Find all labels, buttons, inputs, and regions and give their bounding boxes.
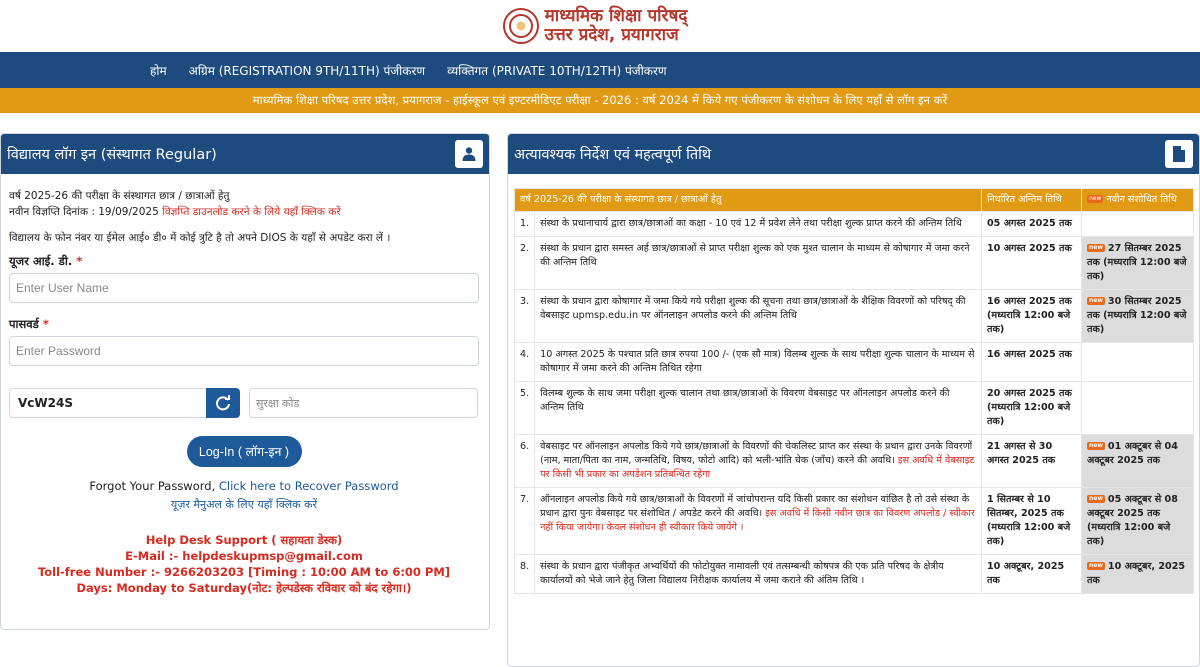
captcha-row <box>9 388 479 418</box>
refresh-captcha-button[interactable] <box>206 388 240 418</box>
help-desk <box>9 532 479 596</box>
dates-panel-title: अत्यावश्यक निर्देश एवं महत्वपूर्ण तिथि <box>514 147 712 163</box>
captcha-input[interactable]: सुरक्षा कोड <box>249 388 478 418</box>
new-badge-icon: new <box>1089 442 1103 449</box>
nav-home[interactable]: होम <box>150 63 167 78</box>
help-desk-days: Days: Monday to Saturday(नोट: हेल्पडेस्क रविवार को बंद रहेगा।) <box>76 581 412 595</box>
row-revised-date: new 05 अक्टूबर से 08 अक्टूबर 2025 तक (मध्यरात्रि 12:00 बजे तक) <box>1082 488 1194 555</box>
row-deadline: 21 अगस्त से 30 अगस्त 2025 तक <box>982 435 1082 488</box>
row-number: 8. <box>515 555 535 594</box>
notice-banner[interactable] <box>0 88 1200 113</box>
row-revised-date <box>1082 343 1194 382</box>
important-dates-table <box>514 188 1194 594</box>
new-badge-icon: new <box>1089 244 1103 251</box>
new-badge-icon: new <box>1089 562 1103 569</box>
main-nav <box>0 52 1200 88</box>
row-revised-date <box>1082 212 1194 237</box>
table-row <box>515 555 1194 594</box>
row-deadline: 1 सितम्बर से 10 सितम्बर, 2025 तक (मध्यरात्रि 12:00 बजे तक) <box>982 488 1082 555</box>
row-number: 2. <box>515 237 535 290</box>
row-number: 6. <box>515 435 535 488</box>
row-revised-date: new 01 अक्टूबर से 04 अक्टूबर 2025 तक <box>1082 435 1194 488</box>
row-number: 7. <box>515 488 535 555</box>
user-id-input[interactable]: Enter User Name <box>9 273 479 303</box>
row-deadline: 10 अक्टूबर, 2025 तक <box>982 555 1082 594</box>
help-desk-email: E-Mail :- helpdeskupmsp@gmail.com <box>125 549 363 563</box>
dates-panel-header <box>508 134 1199 174</box>
row-revised-date <box>1082 382 1194 435</box>
col-revised-header: new नवीन संशोधित तिथि <box>1082 189 1194 212</box>
dios-note: विद्यालय के फोन नंबर या ईमेल आई० डी० में कोई त्रुटि है तो अपने DIOS के यहाँ से अपडेट करा लें । <box>9 232 391 244</box>
row-revised-date: new 10 अक्टूबर, 2025 तक <box>1082 555 1194 594</box>
row-description: ऑनलाइन अपलोड किये गये छात्र/छात्राओं के विवरणों में जांचोपरान्त यदि किसी प्रकार का संशोधन वांछित है तो उसे संस्था के प्रधान द्वारा पुनः वेबसाइट पर संशोधित / अपडेट करने की अवधि। इस अवधि में किसी नवीन छात्र का विवरण अपलोड / स्वीकार नहीं किया जायेगा। केवल संशोधन ही स्वीकार किये जायेंगे । <box>535 488 982 555</box>
table-header-row <box>515 189 1194 212</box>
row-description: संस्था के प्रधानाचार्य द्वारा छात्र/छात्राओं का कक्षा - 10 एवं 12 में प्रवेश लेने तथा परीक्षा शुल्क प्राप्त करने की अन्तिम तिथि <box>535 212 982 237</box>
table-row <box>515 435 1194 488</box>
captcha-code: VcW24S <box>9 388 206 418</box>
table-row <box>515 237 1194 290</box>
row-warning-text: इस अवधि में वेबसाइट पर किसी भी प्रकार का अपडेशन प्रतिबन्धित रहेगा <box>540 455 975 480</box>
table-row <box>515 212 1194 237</box>
row-revised-date: new 27 सितम्बर 2025 तक (मध्यरात्रि 12:00 बजे तक) <box>1082 237 1194 290</box>
login-panel <box>0 133 490 630</box>
login-button[interactable]: Log-In ( लॉग-इन ) <box>187 436 302 467</box>
user-icon <box>455 140 483 168</box>
notice-text[interactable]: माध्यमिक शिक्षा परिषद उत्तर प्रदेश, प्रयागराज - हाईस्कूल एवं इण्टरमीडिएट परीक्षा - 2026 : वर्ष 2024 में किये गए पंजीकरण के संशोधन के लिए यहाँ से लॉग इन करें <box>252 93 948 107</box>
new-badge-icon: new <box>1089 495 1103 502</box>
site-header <box>0 0 1200 52</box>
row-description: संस्था के प्रधान द्वारा कोषागार में जमा किये गये परीक्षा शुल्क की सूचना तथा छात्र/छात्राओं के शैक्षिक विवरणों को परिषद् की वेबसाइट upmsp.edu.in पर ऑनलाइन अपलोड करने की अन्तिम तिथि <box>535 290 982 343</box>
user-id-label: यूजर आई. डी. * <box>9 254 83 268</box>
row-description: वेबसाइट पर ऑनलाइन अपलोड किये गये छात्र/छात्राओं के विवरणों की चेकलिस्ट प्राप्त कर संस्था के प्रधान द्वारा उनके विवरणों (नाम, माता/पिता का नाम, जन्मतिथि, विषय, फोटो आदि) को भली-भांति चेक (जाँच) करने की अवधि। इस अवधि में वेबसाइट पर किसी भी प्रकार का अपडेशन प्रतिबन्धित रहेगा <box>535 435 982 488</box>
row-warning-text: इस अवधि में किसी नवीन छात्र का विवरण अपलोड / स्वीकार नहीं किया जायेगा। केवल संशोधन ही स्वीकार किये जायेंगे । <box>540 508 975 533</box>
forgot-password: Forgot Your Password, Click here to Recover Password <box>89 479 399 493</box>
row-description: 10 अगस्त 2025 के पश्चात प्रति छात्र रुपया 100 /- (एक सौ मात्र) विलम्ब शुल्क के साथ परीक्षा शुल्क चालान के माध्यम से कोषागार में जमा करने की अन्तिम तिथित रहेगा <box>535 343 982 382</box>
brand-title: माध्यमिक शिक्षा परिषद् <box>544 6 688 26</box>
user-manual-link[interactable]: यूज़र मैनुअल के लिए यहाँ क्लिक करें <box>170 498 318 511</box>
recover-password-link[interactable]: Click here to Recover Password <box>218 479 399 493</box>
password-input[interactable]: Enter Password <box>9 336 479 366</box>
row-description: विलम्ब शुल्क के साथ जमा परीक्षा शुल्क चालान तथा छात्र/छात्राओं के विवरण वेबसाइट पर ऑनलाइन अपलोड करने की अन्तिम तिथि <box>535 382 982 435</box>
table-row <box>515 488 1194 555</box>
row-number: 3. <box>515 290 535 343</box>
row-deadline: 10 अगस्त 2025 तक <box>982 237 1082 290</box>
important-dates-panel <box>507 133 1200 667</box>
row-deadline: 16 अगस्त 2025 तक <box>982 343 1082 382</box>
row-revised-date: new 30 सितम्बर 2025 तक (मध्यरात्रि 12:00 बजे तक) <box>1082 290 1194 343</box>
notification-download-link[interactable]: विज्ञप्ति डाउनलोड करने के लिये यहाँ क्लिक करें <box>162 206 341 218</box>
nav-private-registration[interactable]: व्यक्तिगत (PRIVATE 10TH/12TH) पंजीकरण <box>447 63 667 78</box>
row-deadline: 16 अगस्त 2025 तक (मध्यरात्रि 12:00 बजे तक) <box>982 290 1082 343</box>
new-badge-icon: new <box>1089 297 1103 304</box>
table-row <box>515 382 1194 435</box>
login-intro: वर्ष 2025-26 की परीक्षा के संस्थागत छात्र / छात्राओं हेतु <box>9 190 230 202</box>
table-row <box>515 343 1194 382</box>
row-deadline: 05 अगस्त 2025 तक <box>982 212 1082 237</box>
nav-registration[interactable]: अग्रिम (REGISTRATION 9TH/11TH) पंजीकरण <box>188 63 426 78</box>
document-icon <box>1165 140 1193 168</box>
col-description-header: वर्ष 2025-26 की परीक्षा के संस्थागत छात्र / छात्राओं हेतु <box>515 189 982 212</box>
site-logo[interactable] <box>503 7 688 45</box>
row-number: 4. <box>515 343 535 382</box>
login-panel-header <box>1 134 489 174</box>
brand-subtitle: उत्तर प्रदेश, प्रयागराज <box>544 25 679 45</box>
row-description: संस्था के प्रधान द्वारा समस्त अर्ह छात्र/छात्राओं से प्राप्त परीक्षा शुल्क को एक मुश्त चालान के माध्यम से कोषागार में जमा करने की अन्तिम तिथि <box>535 237 982 290</box>
row-number: 5. <box>515 382 535 435</box>
row-description: संस्था के प्रधान द्वारा पंजीकृत अभ्यर्थियों की फोटोयुक्त नामावली एवं तत्सम्बन्धी कोषपत्र की एक प्रति परिषद के क्षेत्रीय कार्यालयों को भेजे जाने हेतु जिला विद्यालय निरीक्षक कार्यालय में जमा कराने की अंतिम तिथि । <box>535 555 982 594</box>
col-deadline-header: निर्धारित अन्तिम तिथि <box>982 189 1082 212</box>
notification-date: नवीन विज्ञप्ति दिनांक : 19/09/2025 <box>9 206 159 218</box>
row-number: 1. <box>515 212 535 237</box>
up-emblem-icon <box>503 8 539 44</box>
table-row <box>515 290 1194 343</box>
row-deadline: 20 अगस्त 2025 तक (मध्यरात्रि 12:00 बजे तक) <box>982 382 1082 435</box>
refresh-icon <box>214 394 232 412</box>
login-panel-title: विद्यालय लॉग इन (संस्थागत Regular) <box>7 147 217 163</box>
new-badge-icon: new <box>1089 195 1102 202</box>
password-label: पासवर्ड * <box>9 317 49 331</box>
help-desk-title: Help Desk Support ( सहायता डेस्क) <box>145 533 343 547</box>
help-desk-phone: Toll-free Number :- 9266203203 [Timing : 10:00 AM to 6:00 PM] <box>37 565 451 579</box>
notification-line <box>9 204 479 220</box>
